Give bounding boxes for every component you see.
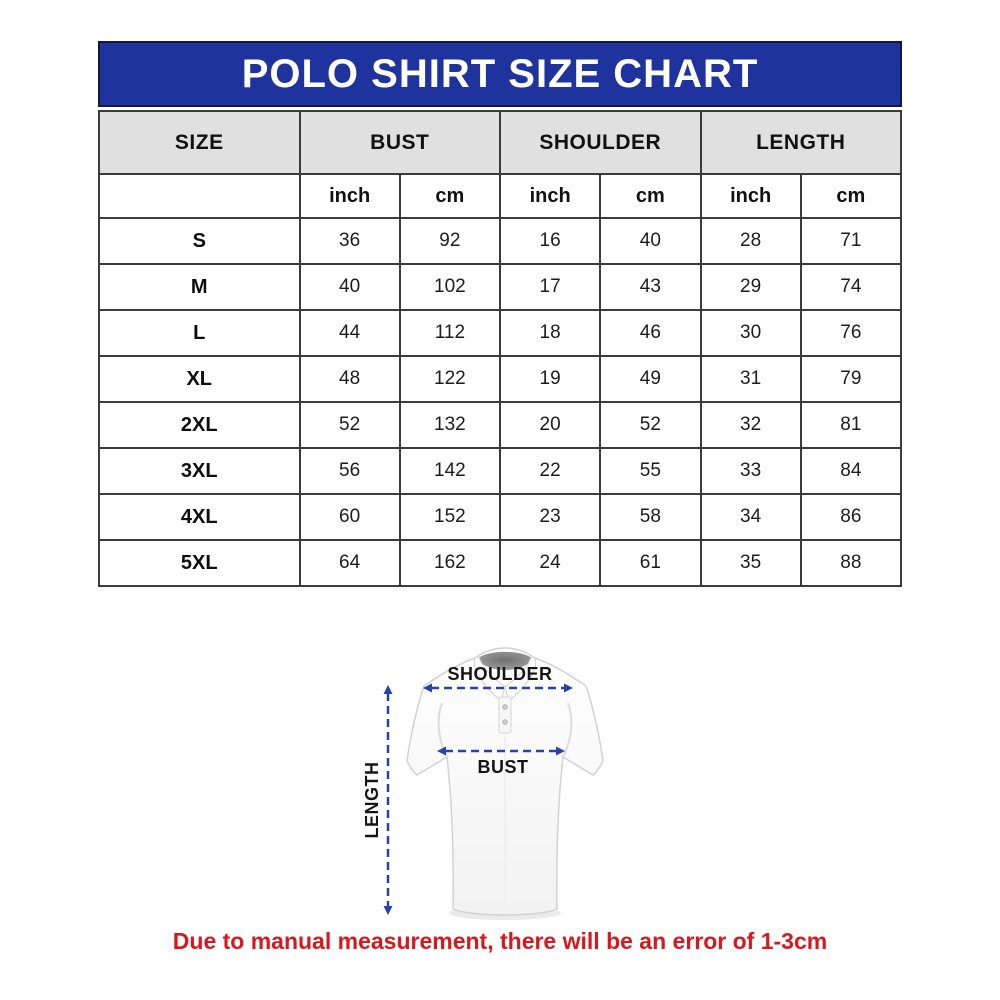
length-label: LENGTH [362, 761, 382, 839]
measurement-value: 18 [500, 310, 600, 356]
button-top [503, 705, 508, 710]
measurement-value: 35 [701, 540, 801, 586]
unit-header-shoulder-inch: inch [500, 174, 600, 218]
size-label: S [99, 218, 300, 264]
measurement-value: 102 [400, 264, 500, 310]
measurement-value: 55 [600, 448, 700, 494]
table-row [99, 218, 901, 264]
chart-title: POLO SHIRT SIZE CHART [241, 51, 759, 96]
measurement-diagram [350, 643, 650, 943]
measurement-value: 49 [600, 356, 700, 402]
size-label: 5XL [99, 540, 300, 586]
measurement-value: 48 [300, 356, 400, 402]
measurement-value: 162 [400, 540, 500, 586]
measurement-value: 92 [400, 218, 500, 264]
unit-header-length-cm: cm [801, 174, 901, 218]
table-row [99, 494, 901, 540]
measurement-value: 81 [801, 402, 901, 448]
measurement-value: 61 [600, 540, 700, 586]
measurement-value: 56 [300, 448, 400, 494]
measurement-value: 44 [300, 310, 400, 356]
measurement-value: 112 [400, 310, 500, 356]
table-row [99, 310, 901, 356]
unit-header-empty [99, 174, 300, 218]
measurement-value: 132 [400, 402, 500, 448]
measurement-value: 23 [500, 494, 600, 540]
measurement-value: 24 [500, 540, 600, 586]
table-unit-row [99, 174, 901, 218]
measurement-value: 17 [500, 264, 600, 310]
measurement-value: 43 [600, 264, 700, 310]
bust-label: BUST [477, 757, 529, 777]
measurement-value: 74 [801, 264, 901, 310]
col-header-bust: BUST [300, 111, 501, 174]
measurement-value: 19 [500, 356, 600, 402]
placket [499, 697, 511, 733]
measurement-value: 122 [400, 356, 500, 402]
measurement-value: 22 [500, 448, 600, 494]
table-header-row [99, 111, 901, 174]
measurement-value: 152 [400, 494, 500, 540]
measurement-value: 52 [300, 402, 400, 448]
chart-title-bar [98, 41, 902, 107]
table-row [99, 402, 901, 448]
size-label: 4XL [99, 494, 300, 540]
measurement-value: 30 [701, 310, 801, 356]
measurement-value: 32 [701, 402, 801, 448]
size-label: 2XL [99, 402, 300, 448]
measurement-value: 40 [300, 264, 400, 310]
measurement-value: 16 [500, 218, 600, 264]
measurement-value: 20 [500, 402, 600, 448]
measurement-value: 31 [701, 356, 801, 402]
measurement-note: Due to manual measurement, there will be an error of 1-3cm [172, 928, 828, 954]
polo-shirt-diagram [350, 643, 650, 943]
measurement-value: 88 [801, 540, 901, 586]
size-chart [98, 41, 902, 587]
col-header-size: SIZE [99, 111, 300, 174]
measurement-value: 58 [600, 494, 700, 540]
table-row [99, 540, 901, 586]
table-row [99, 264, 901, 310]
size-label: M [99, 264, 300, 310]
measurement-value: 60 [300, 494, 400, 540]
measurement-value: 33 [701, 448, 801, 494]
size-label: XL [99, 356, 300, 402]
col-header-shoulder: SHOULDER [500, 111, 701, 174]
measurement-value: 84 [801, 448, 901, 494]
measurement-value: 34 [701, 494, 801, 540]
unit-header-bust-inch: inch [300, 174, 400, 218]
measurement-value: 29 [701, 264, 801, 310]
button-bottom [503, 720, 508, 725]
length-measure-arrow [384, 685, 393, 915]
size-table [98, 110, 902, 587]
measurement-value: 71 [801, 218, 901, 264]
shoulder-label: SHOULDER [447, 664, 553, 684]
measurement-value: 28 [701, 218, 801, 264]
table-row [99, 448, 901, 494]
size-label: 3XL [99, 448, 300, 494]
measurement-value: 79 [801, 356, 901, 402]
unit-header-shoulder-cm: cm [600, 174, 700, 218]
measurement-value: 142 [400, 448, 500, 494]
table-row [99, 356, 901, 402]
measurement-value: 52 [600, 402, 700, 448]
col-header-length: LENGTH [701, 111, 902, 174]
measurement-value: 76 [801, 310, 901, 356]
unit-header-bust-cm: cm [400, 174, 500, 218]
measurement-value: 46 [600, 310, 700, 356]
measurement-value: 36 [300, 218, 400, 264]
measurement-value: 86 [801, 494, 901, 540]
measurement-value: 64 [300, 540, 400, 586]
measurement-value: 40 [600, 218, 700, 264]
unit-header-length-inch: inch [701, 174, 801, 218]
size-label: L [99, 310, 300, 356]
